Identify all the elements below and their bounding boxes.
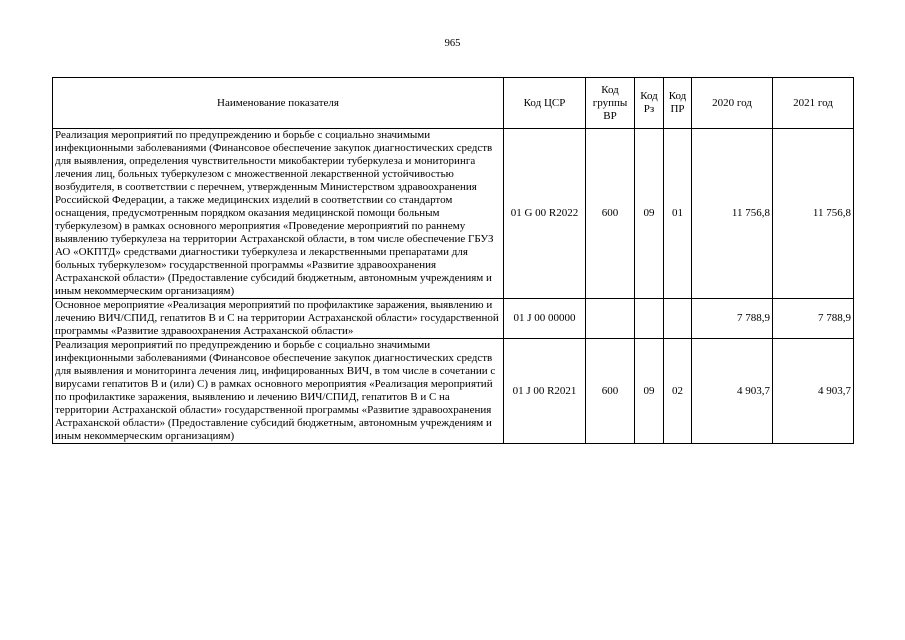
row-rz bbox=[635, 299, 664, 339]
row-2021: 7 788,9 bbox=[773, 299, 854, 339]
row-pr: 02 bbox=[664, 339, 692, 444]
header-csr: Код ЦСР bbox=[504, 78, 586, 129]
row-vr bbox=[586, 299, 635, 339]
budget-table bbox=[52, 77, 854, 444]
table-header-row bbox=[53, 78, 854, 129]
table-row bbox=[53, 299, 854, 339]
table-row bbox=[53, 339, 854, 444]
row-name: Реализация мероприятий по предупреждению и борьбе с социально значимыми инфекционными заболеваниями (Финансовое обеспечение закупок диагностических средств для выявления, определения чувствительности микобактерии туберкулеза и мониторинга лечения лиц, больных туберкулезом с множественной лекарственной устойчивостью возбудителя, в соответствии с перечнем, утвержденным Министерством здравоохранения Российской Федерации, а также медицинских изделий в соответствии со стандартом оснащения, предусмотренным порядком оказания медицинской помощи больным туберкулезом) в рамках основного мероприятия «Проведение мероприятий по раннему выявлению туберкулеза на территории Астраханской области, в том числе обеспечение ГБУЗ АО «ОКПТД» средствами диагностики туберкулеза и лекарственными препаратами для больных туберкулезом» государственной программы «Развитие здравоохранения Астраханской области» (Предоставление субсидий бюджетным, автономным учреждениям и иным некоммерческим организациям) bbox=[53, 129, 504, 299]
row-pr: 01 bbox=[664, 129, 692, 299]
header-name: Наименование показателя bbox=[53, 78, 504, 129]
header-2020: 2020 год bbox=[692, 78, 773, 129]
row-csr: 01 J 00 R2021 bbox=[504, 339, 586, 444]
header-2021: 2021 год bbox=[773, 78, 854, 129]
row-name: Реализация мероприятий по предупреждению и борьбе с социально значимыми инфекционными заболеваниями (Финансовое обеспечение закупок диагностических средств для выявления и мониторинга лечения лиц, инфицированных ВИЧ, в том числе в сочетании с вирусами гепатитов В и (или) С) в рамках основного мероприятия «Реализация мероприятий по профилактике заражения, выявлению и лечению ВИЧ/СПИД, гепатитов В и С на территории Астраханской области» государственной программы «Развитие здравоохранения Астраханской области» (Предоставление субсидий бюджетным, автономным учреждениям и иным некоммерческим организациям) bbox=[53, 339, 504, 444]
row-rz: 09 bbox=[635, 339, 664, 444]
row-vr: 600 bbox=[586, 339, 635, 444]
row-pr bbox=[664, 299, 692, 339]
header-rz: Код Рз bbox=[635, 78, 664, 129]
header-vr: Код группы ВР bbox=[586, 78, 635, 129]
row-name: Основное мероприятие «Реализация мероприятий по профилактике заражения, выявлению и лечению ВИЧ/СПИД, гепатитов В и С на территории Астраханской области» государственной программы «Развитие здравоохранения Астраханской области» bbox=[53, 299, 504, 339]
row-2020: 4 903,7 bbox=[692, 339, 773, 444]
row-csr: 01 J 00 00000 bbox=[504, 299, 586, 339]
header-pr: Код ПР bbox=[664, 78, 692, 129]
row-2021: 4 903,7 bbox=[773, 339, 854, 444]
row-vr: 600 bbox=[586, 129, 635, 299]
row-2020: 7 788,9 bbox=[692, 299, 773, 339]
row-2020: 11 756,8 bbox=[692, 129, 773, 299]
row-2021: 11 756,8 bbox=[773, 129, 854, 299]
row-csr: 01 G 00 R2022 bbox=[504, 129, 586, 299]
page-number: 965 bbox=[444, 38, 461, 49]
table-row bbox=[53, 129, 854, 299]
row-rz: 09 bbox=[635, 129, 664, 299]
